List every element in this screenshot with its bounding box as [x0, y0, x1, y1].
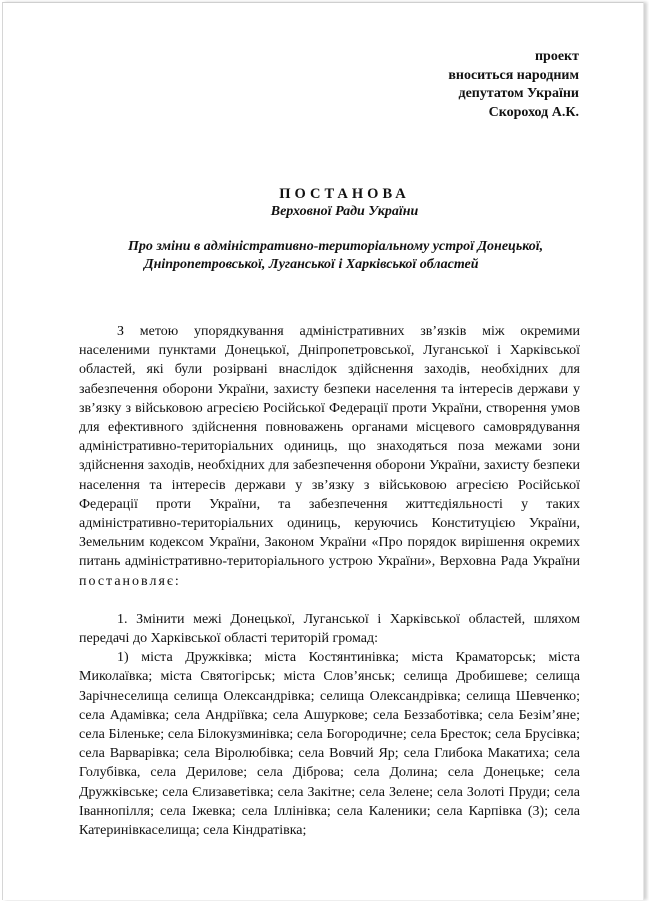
heading-line-2: Дніпропетровської, Луганської і Харківської областей [144, 257, 479, 272]
stamp-line-deputy: депутатом України [458, 86, 579, 101]
item-1-paragraph: 1. Змінити межі Донецької, Луганської і Харківської областей, шляхом передачі до Харківської області територій громад: [79, 611, 580, 647]
resolves-word: постановляє: [79, 573, 181, 589]
draft-stamp [448, 48, 579, 122]
item-1-1-paragraph: 1) міста Дружківка; міста Костянтинівка; міста Краматорськ; міста Миколаївка; міста Святогірськ; міста Слов’янськ; селища Дробишеве; селища Зарічнеселища селища Олександрівка; селища Олександрівка; селища Шевченко; села Адамівка; села Андріївка; села Ашуркове; села Беззаботівка; села Безім’яне; села Біленьке; села Білокузминівка; села Богородичне; села Бресток; села Брусівка; села Варварівка; села Віролюбівка; села Вовчий Яр; села Глибока Макатиха; села Голубівка, села Дерилове; села Діброва; села Долина; села Донецьке; села Дружківське; села Єлизаветівка; села Закітне; села Зелене; села Золоті Пруди; села Іваннопілля; села Іжевка; села Іллінівка; села Каленики; села Карпівка (3); села Катеринівкаселища; села Кіндратівка; [79, 650, 580, 839]
stamp-line-submitted: вноситься народним [448, 67, 579, 83]
document-body [79, 322, 580, 840]
document-title: ПОСТАНОВА [279, 186, 410, 202]
resolution-heading [128, 238, 588, 274]
preamble-text: З метою упорядкування адміністративних зв’язків між окремими населеними пунктами Донецької, Дніпропетровської, Луганської і Харківської областей, які були розірвані внаслідок здійснення заходів, необхідних для забезпечення оборони України, захисту безпеки населення та інтересів держави у зв’язку з військовою агресією Російської Федерації проти України, створення умов для ефективного здійснення повноважень органами місцевого самоврядування адміністративно-територіальних одиниць, що знаходяться поза межами зони здійснення заходів, необхідних для забезпечення оборони України, захисту безпеки населення та інтересів держави у зв’язку з військовою агресією Російської Федерації проти України, та забезпечення життєдіяльності у таких адміністративно-територіальних одиниць, керуючись Конституцією України, Земельним кодексом України, Законом України «Про порядок вирішення окремих питань адміністративно-територіального устрою України», Верховна Рада України [79, 324, 580, 570]
document-subtitle: Верховної Ради України [270, 204, 419, 219]
preamble-paragraph [79, 322, 580, 591]
stamp-line-author: Скороход А.К. [488, 104, 579, 120]
document-title-block [0, 186, 649, 203]
heading-line-1: Про зміни в адміністративно-територіальному устрої Донецької, [128, 239, 544, 254]
stamp-line-draft: проект [534, 49, 579, 64]
